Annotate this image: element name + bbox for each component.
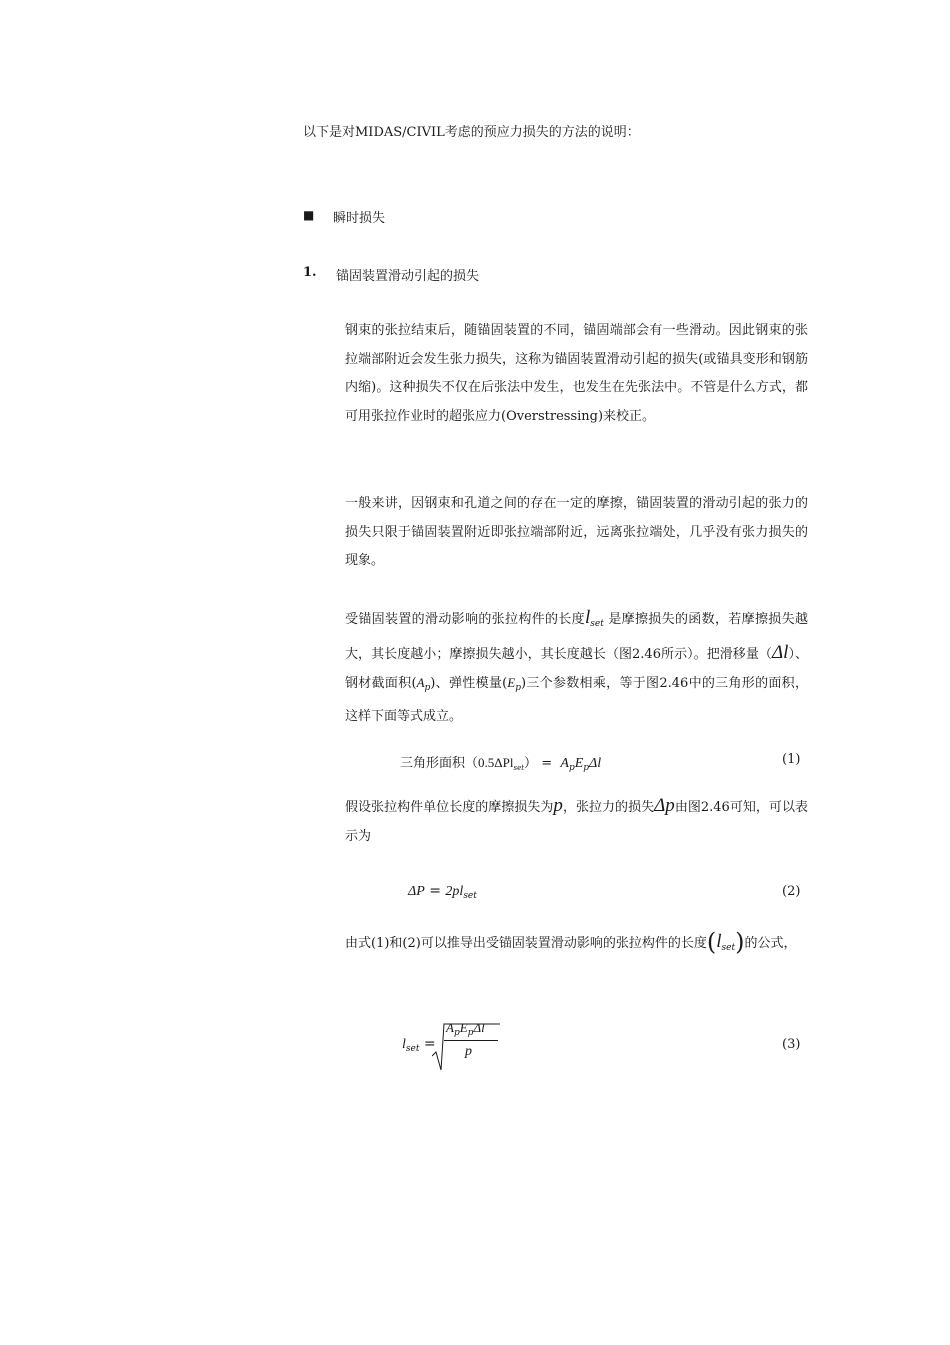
- eq3-num-E-sub: p: [467, 1028, 474, 1038]
- paragraph-friction: 一般来讲，因钢束和孔道之间的存在一定的摩擦，锚固装置的滑动引起的张力的损失只限于锚固装置附近即张拉端部附近，远离张拉端处，几乎没有张力损失的现象。: [345, 496, 808, 568]
- eq3-lhs-sub: set: [405, 1044, 420, 1054]
- p5-text-1: 由式(1)和(2)可以推导出受锚固装置滑动影响的张拉构件的长度: [345, 936, 707, 951]
- paragraph-friction-loss: [345, 792, 808, 851]
- symbol-set-sub-2: set: [721, 943, 736, 953]
- eq3-numerator: [446, 1020, 485, 1038]
- eq3-num-E: E: [459, 1020, 468, 1035]
- section-bullet: ■: [303, 208, 315, 222]
- paragraph-derivation: 由式(1)和(2)可以推导出受锚固装置滑动影响的张拉构件的长度$(l_{set})$的公式，: [345, 928, 797, 956]
- p3-text-1: 受锚固装置的滑动影响的张拉构件的长度: [345, 612, 585, 627]
- p3-text-4: )、弹性模量(: [430, 676, 508, 691]
- equation-1-number: (1): [782, 752, 801, 767]
- eq2-rhs-sub: set: [463, 891, 477, 901]
- symbol-A-sub: p: [424, 683, 431, 693]
- p3-text-2: 是摩擦损失的函数，若摩擦损失越大，其长度越小；摩擦损失越小，其长度越长（图2.46所示）。把滑移量（: [345, 612, 808, 662]
- equation-3-lhs: [402, 1036, 436, 1054]
- eq3-equals: =: [423, 1036, 436, 1052]
- eq2-equals: =: [429, 883, 441, 899]
- equation-3-radical: [432, 1020, 502, 1072]
- symbol-l-2: l: [716, 931, 722, 952]
- p3-text-5: )三个参数相乘，等于图2.46中的三角形的面积，这样下面等式成立。: [345, 676, 808, 724]
- equation-1: [400, 752, 601, 773]
- eq3-lhs: l: [402, 1037, 406, 1052]
- intro-text: 以下是对MIDAS/CIVIL考虑的预应力损失的方法的说明：: [303, 125, 640, 140]
- eq1-lhs: 0.5ΔPl: [478, 755, 514, 770]
- eq3-num-A: A: [446, 1020, 454, 1035]
- fraction-bar: [444, 1040, 498, 1041]
- eq1-rhs-A-sub: p: [568, 763, 575, 773]
- section-title: 瞬时损失: [333, 211, 386, 226]
- p4-text-3: 由图2.46可知，可以表示为: [345, 800, 808, 844]
- symbol-delta-p: Δp: [654, 795, 675, 816]
- eq2-rhs: 2pl: [445, 884, 464, 899]
- eq1-lhs-sub: set: [513, 764, 525, 772]
- symbol-delta-l: Δl: [771, 641, 789, 663]
- symbol-E: E: [507, 675, 516, 690]
- eq3-num-A-sub: p: [453, 1028, 460, 1038]
- symbol-set-sub: set: [590, 619, 604, 629]
- eq1-close: ）: [524, 756, 538, 771]
- equation-2-number: (2): [782, 884, 801, 899]
- equation-2: [408, 883, 477, 901]
- p4-text-1: 假设张拉构件单位长度的摩擦损失为: [345, 800, 554, 815]
- eq1-open: （: [465, 756, 479, 771]
- eq3-denominator: p: [465, 1044, 472, 1059]
- symbol-l: l: [585, 607, 591, 628]
- eq1-rhs-dl: Δl: [589, 756, 602, 771]
- eq1-equals: =: [541, 756, 553, 771]
- symbol-p: p: [553, 795, 563, 816]
- eq1-label: 三角形面积: [400, 756, 466, 771]
- eq1-rhs-A: A: [560, 756, 569, 771]
- paragraph-anchor-slip: 钢束的张拉结束后，随锚固装置的不同，锚固端部会有一些滑动。因此钢束的张拉端部附近会发生张力损失，这称为锚固装置滑动引起的损失(或锚具变形和钢筋内缩)。这种损失不仅在后张法中发生，也发生在先张法中。不管是什么方式，都可用张拉作业时的超张应力(Overstressing)来校正。: [345, 323, 808, 424]
- symbol-A: A: [416, 675, 425, 690]
- p3-text-3: ）、钢材截面积(: [345, 646, 808, 691]
- symbol-E-sub: p: [515, 683, 521, 693]
- eq2-lhs: ΔP: [408, 884, 425, 899]
- p4-text-2: ，张拉力的损失: [562, 800, 655, 815]
- subsection-title: 锚固装置滑动引起的损失: [336, 269, 480, 284]
- eq1-rhs-E: E: [574, 756, 584, 771]
- eq3-num-dl: Δl: [473, 1020, 485, 1035]
- eq1-rhs-E-sub: p: [583, 763, 590, 773]
- paragraph-affected-length: [345, 604, 808, 731]
- equation-3-number: (3): [782, 1037, 801, 1052]
- subsection-number: 1.: [303, 265, 317, 280]
- p5-text-2: 的公式，: [744, 936, 797, 951]
